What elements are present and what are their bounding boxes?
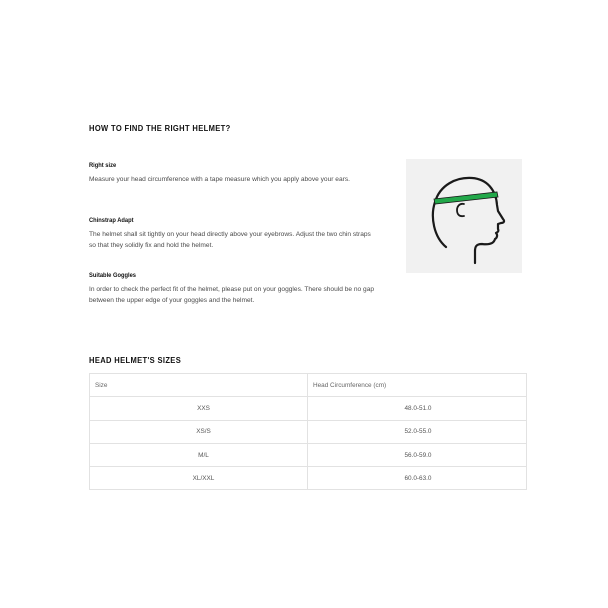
column-header-circumference: Head Circumference (cm) xyxy=(308,374,527,397)
table-row xyxy=(90,467,527,490)
guide-block-right-size xyxy=(89,162,379,185)
size-cell: XXS xyxy=(90,397,308,420)
table-row xyxy=(90,397,527,420)
circumference-cell: 60.0-63.0 xyxy=(308,467,527,490)
head-measuring-icon xyxy=(406,159,522,273)
circumference-cell: 48.0-51.0 xyxy=(308,397,527,420)
size-cell: M/L xyxy=(90,443,308,466)
ear-outline xyxy=(457,204,464,216)
table-row xyxy=(90,420,527,443)
circumference-cell: 56.0-59.0 xyxy=(308,443,527,466)
head-outline xyxy=(433,178,504,263)
size-cell: XS/S xyxy=(90,420,308,443)
guide-block-text: Measure your head circumference with a tape measure which you apply above your ears. xyxy=(89,176,350,183)
size-cell: XL/XXL xyxy=(90,467,308,490)
circumference-cell: 52.0-55.0 xyxy=(308,420,527,443)
guide-block-heading: Suitable Goggles xyxy=(89,272,136,279)
column-header-size: Size xyxy=(90,374,308,397)
guide-block-goggles xyxy=(89,272,379,306)
guide-block-text: The helmet shall sit tightly on your head directly above your eyebrows. Adjust the two chin straps so that they solidly fix and hold the helmet. xyxy=(89,231,371,250)
guide-block-heading: Chinstrap Adapt xyxy=(89,217,134,224)
table-header-row xyxy=(90,374,527,397)
size-table xyxy=(89,373,527,490)
guide-block-heading: Right size xyxy=(89,162,117,169)
guide-block-text: In order to check the perfect fit of the helmet, please put on your goggles. There should be no gap between the upper edge of your goggles and the helmet. xyxy=(89,286,375,305)
guide-block-chinstrap xyxy=(89,217,379,251)
measuring-tape xyxy=(434,192,498,204)
sizes-title: HEAD HELMET'S SIZES xyxy=(89,355,182,365)
head-measuring-illustration xyxy=(406,159,522,273)
guide-title: HOW TO FIND THE RIGHT HELMET? xyxy=(89,123,231,133)
table-row xyxy=(90,443,527,466)
